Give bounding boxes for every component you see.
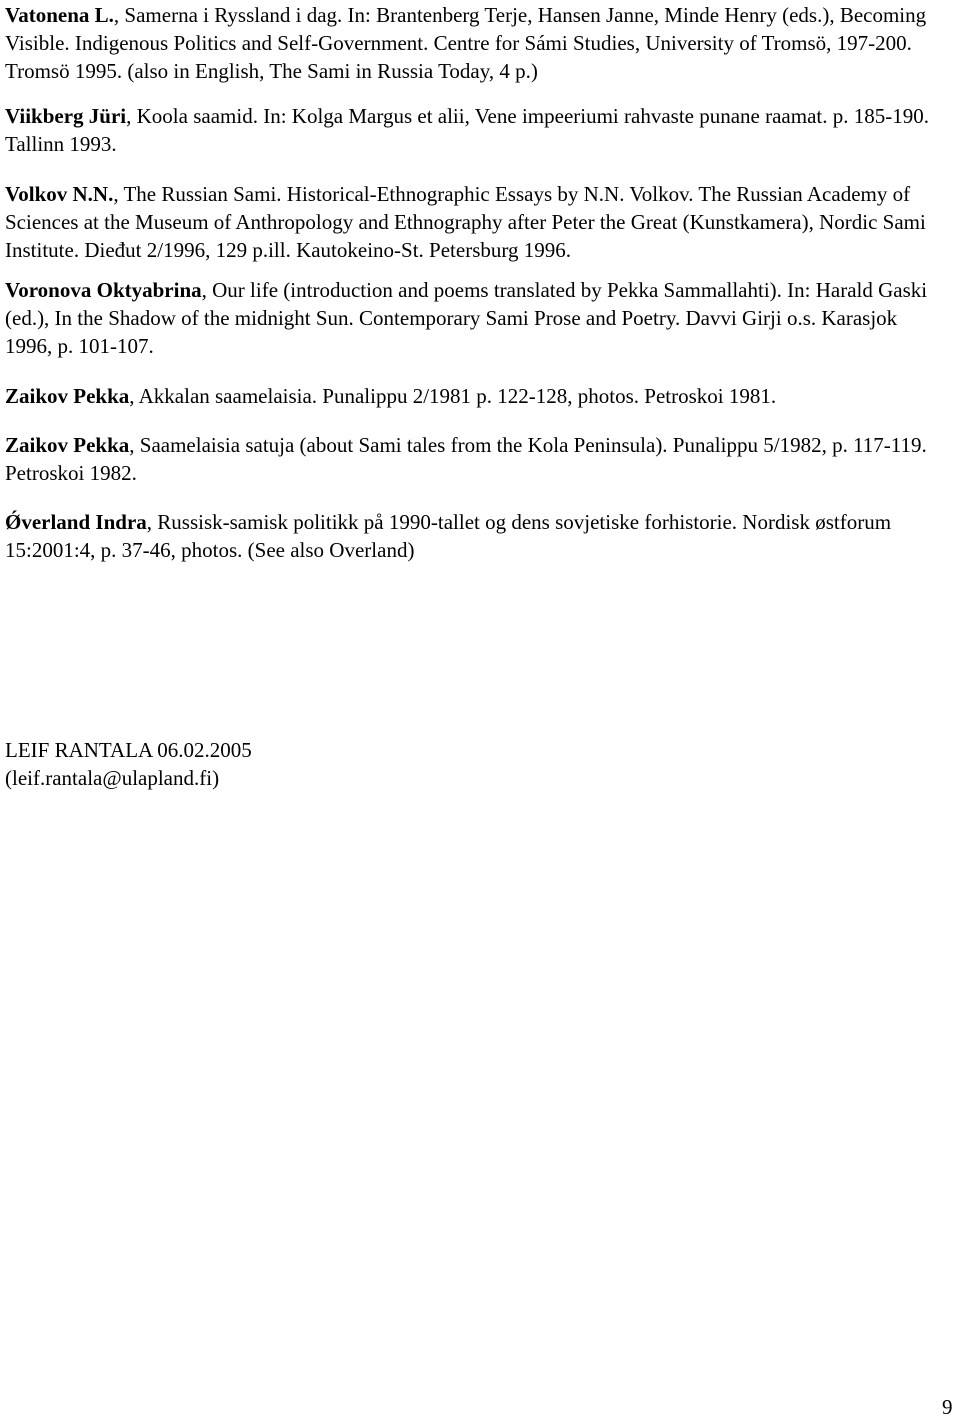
signature-name-date: LEIF RANTALA 06.02.2005 bbox=[5, 738, 252, 762]
entry-author: Zaikov Pekka bbox=[5, 433, 130, 457]
bibliography-entry bbox=[5, 276, 945, 360]
bibliography-entry bbox=[5, 102, 945, 158]
entry-author: Voronova Oktyabrina bbox=[5, 278, 202, 302]
entry-text: , The Russian Sami. Historical-Ethnographic Essays by N.N. Volkov. The Russian Academy of Sciences at the Museum of Anthropology and Ethnography after Peter the Great (Kunstkamera), Nordic Sami Institute. Dieđut 2/1996, 129 p.ill. Kautokeino-St. Petersburg 1996. bbox=[5, 182, 926, 262]
entry-author: Volkov N.N. bbox=[5, 182, 114, 206]
entry-author: Viikberg Jüri bbox=[5, 104, 127, 128]
bibliography-entry bbox=[5, 1, 945, 85]
bibliography-entry bbox=[5, 382, 945, 410]
entry-author: Zaikov Pekka bbox=[5, 384, 130, 408]
entry-text: , Saamelaisia satuja (about Sami tales from the Kola Peninsula). Punalippu 5/1982, p. 117-119. Petroskoi 1982. bbox=[5, 433, 927, 485]
entry-text: , Koola saamid. In: Kolga Margus et alii, Vene impeeriumi rahvaste punane raamat. p. 185-190. Tallinn 1993. bbox=[5, 104, 929, 156]
entry-author: Ǿverland Indra bbox=[5, 510, 147, 534]
entry-text: , Akkalan saamelaisia. Punalippu 2/1981 p. 122-128, photos. Petroskoi 1981. bbox=[129, 384, 777, 408]
bibliography-entry bbox=[5, 508, 945, 564]
entry-author: Vatonena L. bbox=[5, 3, 114, 27]
signature-email: (leif.rantala@ulapland.fi) bbox=[5, 766, 220, 790]
author-signature bbox=[5, 736, 605, 792]
entry-text: , Our life (introduction and poems translated by Pekka Sammallahti). In: Harald Gaski (ed.), In the Shadow of the midnight Sun. Contemporary Sami Prose and Poetry. Davvi Girji o.s. Karasjok 1996, p. 101-107. bbox=[5, 278, 928, 358]
entry-text: , Samerna i Ryssland i dag. In: Brantenberg Terje, Hansen Janne, Minde Henry (eds.), Becoming Visible. Indigenous Politics and Self-Government. Centre for Sámi Studies, University of Tromsö, 197-200. Tromsö 1995. (also in English, The Sami in Russia Today, 4 p.) bbox=[5, 3, 927, 83]
bibliography-list bbox=[5, 1, 945, 574]
bibliography-entry bbox=[5, 431, 945, 487]
entry-text: , Russisk-samisk politikk på 1990-tallet og dens sovjetiske forhistorie. Nordisk østforum 15:2001:4, p. 37-46, photos. (See also Overland) bbox=[5, 510, 892, 562]
bibliography-entry bbox=[5, 180, 945, 264]
page-number: 9 bbox=[942, 1395, 953, 1419]
